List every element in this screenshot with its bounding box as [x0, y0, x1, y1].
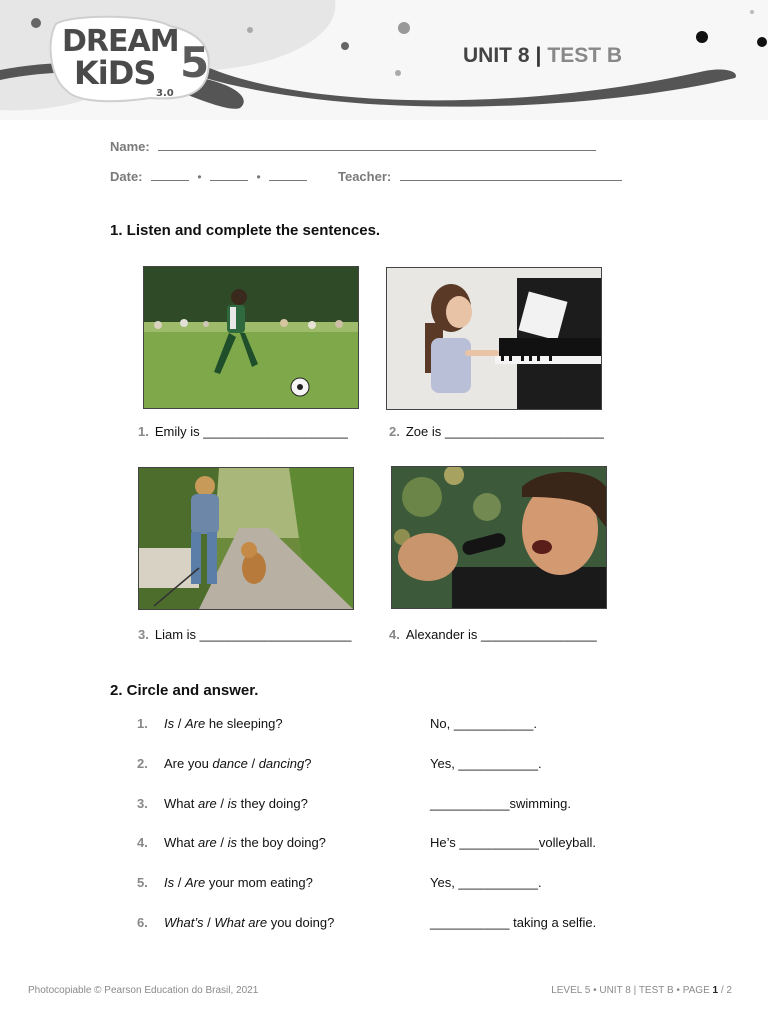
- question-number: 6.: [137, 915, 148, 930]
- option-slash: /: [203, 915, 215, 930]
- question-number: 1.: [137, 716, 148, 731]
- photo-girl-piano: [386, 267, 602, 410]
- answer-1[interactable]: No, ___________.: [430, 716, 537, 731]
- item-number: 2.: [389, 424, 400, 439]
- answer-5[interactable]: Yes, ___________.: [430, 875, 542, 890]
- footer-level-info: LEVEL 5 • UNIT 8 | TEST B • PAGE: [551, 985, 713, 996]
- item-number: 3.: [138, 627, 149, 642]
- logo-level: 5: [180, 38, 209, 87]
- question-rest: he sleeping?: [205, 716, 283, 731]
- question-rest: you doing?: [267, 915, 335, 930]
- answer-3[interactable]: ___________swimming.: [430, 796, 571, 811]
- option-a[interactable]: What’s: [164, 915, 204, 930]
- option-b[interactable]: What are: [214, 915, 268, 930]
- unit-label: UNIT 8: [463, 44, 530, 67]
- teacher-row: [338, 168, 622, 186]
- name-row: [110, 138, 596, 156]
- date-day-field[interactable]: [151, 168, 189, 181]
- option-slash: /: [216, 835, 228, 850]
- question-4: [164, 835, 326, 850]
- name-label: Name:: [110, 139, 150, 154]
- option-b[interactable]: Are: [184, 716, 206, 731]
- answer-2[interactable]: Yes, ___________.: [430, 756, 542, 771]
- logo-dream: DREAM: [62, 24, 179, 59]
- page-total: / 2: [718, 985, 732, 996]
- question-1: [164, 716, 283, 731]
- option-slash: /: [174, 875, 185, 890]
- photo-man-singing: [391, 466, 607, 609]
- option-b[interactable]: is: [227, 796, 237, 811]
- section-2-title: 2. Circle and answer.: [110, 682, 259, 699]
- item-text[interactable]: Liam is _____________________: [154, 627, 352, 642]
- question-rest: the boy doing?: [237, 835, 326, 850]
- option-a[interactable]: are: [197, 835, 217, 850]
- item-text[interactable]: Emily is ____________________: [154, 424, 348, 439]
- question-3: [164, 796, 308, 811]
- option-slash: /: [216, 796, 228, 811]
- option-a[interactable]: are: [197, 796, 217, 811]
- page-current: 1: [712, 985, 719, 996]
- name-field[interactable]: [158, 138, 596, 151]
- option-a[interactable]: Is: [164, 716, 175, 731]
- question-rest: your mom eating?: [205, 875, 313, 890]
- option-b[interactable]: is: [227, 835, 237, 850]
- date-dot: •: [256, 170, 261, 184]
- teacher-field[interactable]: [400, 168, 622, 181]
- question-number: 3.: [137, 796, 148, 811]
- sentence-4: [389, 627, 597, 642]
- question-prefix: What: [164, 796, 198, 811]
- unit-test-title: [463, 44, 622, 68]
- section-1-title: 1. Listen and complete the sentences.: [110, 222, 381, 239]
- question-6: [164, 915, 334, 930]
- teacher-label: Teacher:: [338, 169, 392, 184]
- question-rest: they doing?: [237, 796, 308, 811]
- test-label: TEST B: [547, 44, 623, 67]
- sentence-2: [389, 424, 604, 439]
- logo-kids: KiDS: [74, 54, 156, 92]
- footer-page-info: [551, 985, 732, 996]
- logo-version: 3.0: [156, 88, 174, 99]
- question-number: 2.: [137, 756, 148, 771]
- option-slash: /: [174, 716, 185, 731]
- option-slash: /: [247, 756, 259, 771]
- date-dot: •: [197, 170, 202, 184]
- date-label: Date:: [110, 169, 143, 184]
- question-prefix: What: [164, 835, 198, 850]
- question-2: [164, 756, 311, 771]
- item-text[interactable]: Alexander is ________________: [405, 627, 597, 642]
- question-number: 5.: [137, 875, 148, 890]
- item-number: 1.: [138, 424, 149, 439]
- title-separator: |: [535, 44, 542, 67]
- footer-copyright: Photocopiable © Pearson Education do Brasil, 2021: [28, 985, 259, 996]
- option-a[interactable]: Is: [164, 875, 175, 890]
- question-number: 4.: [137, 835, 148, 850]
- option-b[interactable]: dancing: [258, 756, 305, 771]
- item-text[interactable]: Zoe is ______________________: [405, 424, 604, 439]
- option-a[interactable]: dance: [212, 756, 248, 771]
- sentence-1: [138, 424, 348, 439]
- question-prefix: Are you: [164, 756, 213, 771]
- date-month-field[interactable]: [210, 168, 248, 181]
- date-year-field[interactable]: [269, 168, 307, 181]
- answer-6[interactable]: ___________ taking a selfie.: [430, 915, 597, 930]
- question-5: [164, 875, 313, 890]
- photo-boy-dog: [138, 467, 354, 610]
- sentence-3: [138, 627, 351, 642]
- option-b[interactable]: Are: [184, 875, 206, 890]
- answer-4[interactable]: He’s ___________volleyball.: [430, 835, 596, 850]
- question-rest: ?: [304, 756, 312, 771]
- photo-girl-soccer: [143, 266, 359, 409]
- date-row: [110, 168, 307, 186]
- item-number: 4.: [389, 627, 400, 642]
